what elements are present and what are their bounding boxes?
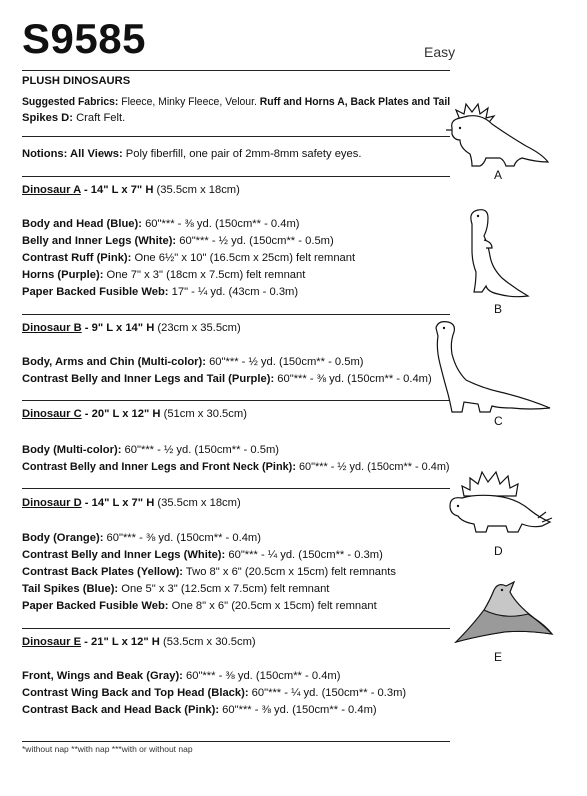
dinosaur-d-item: Paper Backed Fusible Web: One 8" x 6" (20.5cm x 15cm) felt remnant xyxy=(22,600,377,612)
difficulty-level: Easy xyxy=(424,44,456,60)
dinosaur-d-item: Contrast Belly and Inner Legs (White): 60"*** - ¼ yd. (150cm** - 0.3m) xyxy=(22,549,383,561)
dinosaur-d-item: Contrast Back Plates (Yellow): Two 8" x 6" (20.5cm x 15cm) felt remnants xyxy=(22,566,396,578)
dinosaur-c-item: Contrast Belly and Inner Legs and Front Neck (Pink): 60"*** - ½ yd. (150cm** - 0.4m) xyxy=(22,461,450,473)
divider xyxy=(22,628,450,629)
fabrics-label: Suggested Fabrics: xyxy=(22,96,119,108)
view-label-e: E xyxy=(494,650,503,664)
dinosaur-d-item: Tail Spikes (Blue): One 5" x 3" (12.5cm x 7.5cm) felt remnant xyxy=(22,583,330,595)
dinosaur-b-heading: Dinosaur B - 9" L x 14" H (23cm x 35.5cm) xyxy=(22,322,241,334)
dinosaur-e-heading: Dinosaur E - 21" L x 12" H (53.5cm x 30.5cm) xyxy=(22,636,256,648)
view-label-b: B xyxy=(494,302,503,316)
dinosaur-a-item: Belly and Inner Legs (White): 60"*** - ½ yd. (150cm** - 0.5m) xyxy=(22,235,334,247)
suggested-fabrics-line-2 xyxy=(22,110,125,127)
dinosaur-e-item: Contrast Wing Back and Top Head (Black): 60"*** - ¼ yd. (150cm** - 0.3m) xyxy=(22,687,407,699)
nap-footnote: *without nap **with nap ***with or without nap xyxy=(22,744,193,754)
view-label-a: A xyxy=(494,168,503,182)
divider xyxy=(22,176,450,177)
dinosaur-c-item: Body (Multi-color): 60"*** - ½ yd. (150cm** - 0.5m) xyxy=(22,444,279,456)
dinosaur-d-item: Body (Orange): 60"*** - ⅜ yd. (150cm** - 0.4m) xyxy=(22,532,261,544)
dinosaur-e-illustration xyxy=(454,580,554,646)
divider xyxy=(22,70,450,71)
dinosaur-d-illustration xyxy=(446,466,556,536)
dinosaur-b-item: Body, Arms and Chin (Multi-color): 60"*** - ½ yd. (150cm** - 0.5m) xyxy=(22,356,364,368)
pattern-number: S9585 xyxy=(22,15,146,62)
notions xyxy=(22,146,361,163)
notions-label: Notions: All Views: xyxy=(22,148,123,160)
fabrics-felt-label: Ruff and Horns A, Back Plates and Tail xyxy=(259,96,451,108)
view-label-c: C xyxy=(494,414,503,428)
divider xyxy=(22,136,450,137)
dinosaur-e-item: Contrast Back and Head Back (Pink): 60"*** - ⅜ yd. (150cm** - 0.4m) xyxy=(22,704,377,716)
notions-text: Poly fiberfill, one pair of 2mm-8mm safety eyes. xyxy=(122,148,362,160)
divider xyxy=(22,400,450,401)
suggested-fabrics-line-1 xyxy=(22,94,450,111)
dinosaur-c-illustration xyxy=(426,318,556,414)
dinosaur-c-heading: Dinosaur C - 20" L x 12" H (51cm x 30.5cm) xyxy=(22,408,247,420)
pattern-title: PLUSH DINOSAURS xyxy=(22,75,131,87)
divider xyxy=(22,741,450,742)
dinosaur-b-illustration xyxy=(458,206,538,300)
dinosaur-a-item: Contrast Ruff (Pink): One 6½" x 10" (16.5cm x 25cm) felt remnant xyxy=(22,252,356,264)
divider xyxy=(22,314,450,315)
fabrics-felt-text: Craft Felt. xyxy=(72,112,126,124)
fabrics-felt-label-2: Spikes D: xyxy=(22,112,73,124)
fabrics-text: Fleece, Minky Fleece, Velour. xyxy=(118,96,260,108)
dinosaur-b-item: Contrast Belly and Inner Legs and Tail (Purple): 60"*** - ⅜ yd. (150cm** - 0.4m) xyxy=(22,373,432,385)
dinosaur-a-heading: Dinosaur A - 14" L x 7" H (35.5cm x 18cm) xyxy=(22,184,240,196)
dinosaur-e-item: Front, Wings and Beak (Gray): 60"*** - ⅜ yd. (150cm** - 0.4m) xyxy=(22,670,341,682)
dinosaur-a-illustration xyxy=(446,100,556,170)
divider xyxy=(22,488,450,489)
dinosaur-a-item: Horns (Purple): One 7" x 3" (18cm x 7.5cm) felt remnant xyxy=(22,269,306,281)
dinosaur-d-heading: Dinosaur D - 14" L x 7" H (35.5cm x 18cm) xyxy=(22,497,241,509)
dinosaur-a-item: Paper Backed Fusible Web: 17" - ¼ yd. (43cm - 0.3m) xyxy=(22,286,299,298)
dinosaur-a-item: Body and Head (Blue): 60"*** - ⅜ yd. (150cm** - 0.4m) xyxy=(22,218,300,230)
view-label-d: D xyxy=(494,544,503,558)
